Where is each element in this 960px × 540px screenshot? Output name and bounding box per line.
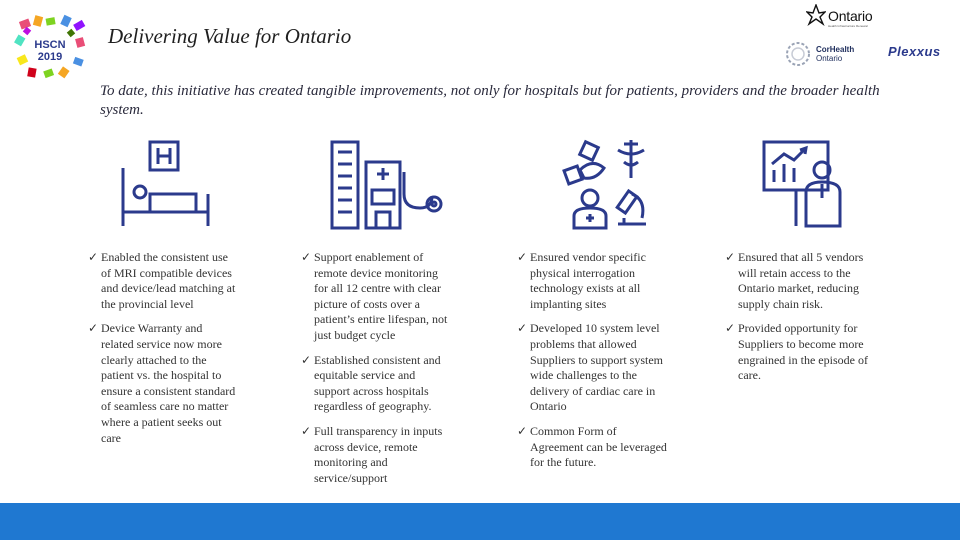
collaboration-medical-icon <box>562 138 654 230</box>
corhealth-emblem-icon <box>784 40 812 68</box>
hscn-logo-text-top: HSCN <box>34 39 66 51</box>
check-icon: ✓ <box>725 321 736 336</box>
bullet-text: Ensured that all 5 vendors will retain access to the Ontario market, reducing supply chain risk. <box>738 250 864 311</box>
bullet-item <box>517 321 667 415</box>
check-icon: ✓ <box>517 250 528 264</box>
bullet-text: Enabled the consistent use of MRI compatible devices and device/lead matching at the provincial level <box>101 250 236 311</box>
bullet-text: Full transparency in inputs across device, remote monitoring and service/support <box>314 423 443 485</box>
bullet-item <box>725 321 875 383</box>
bullet-text: Provided opportunity for Suppliers to become more engrained in the episode of care. <box>738 321 868 383</box>
check-icon: ✓ <box>88 250 99 264</box>
ontario-logo-text: Ontario <box>828 8 873 24</box>
corhealth-logo-text: CorHealth <box>816 45 855 54</box>
check-icon: ✓ <box>301 250 312 264</box>
page-title: Delivering Value for Ontario <box>108 24 352 48</box>
bullet-item <box>517 250 667 312</box>
presenter-chart-icon <box>760 138 850 230</box>
corhealth-logo-subtext: Ontario <box>816 54 843 63</box>
bullet-text: Device Warranty and related service now more clearly attached to the patient vs. the hospital to ensure a consistent standard of seamless care no matter where a patient seeks out care <box>101 321 236 445</box>
bullet-item <box>725 250 875 312</box>
bullet-item <box>301 250 451 344</box>
check-icon: ✓ <box>301 423 312 438</box>
hscn-logo-text-bottom: 2019 <box>37 51 63 63</box>
column-vendor-technology <box>517 250 667 480</box>
bullet-item <box>301 424 451 486</box>
bullet-item <box>88 321 238 446</box>
check-icon: ✓ <box>88 321 99 336</box>
column-remote-monitoring <box>301 250 451 495</box>
page-subtitle: To date, this initiative has created tangible improvements, not only for hospitals but for patients, providers and the broader health system. <box>100 83 880 118</box>
column-mri-warranty <box>88 250 238 455</box>
partner-logos <box>780 2 950 72</box>
check-icon: ✓ <box>517 423 528 438</box>
bullet-text: Common Form of Agreement can be leveraged for the future. <box>530 423 667 470</box>
bullet-item <box>301 353 451 415</box>
ontario-trillium-icon <box>806 4 826 26</box>
bullet-text: Support enablement of remote device monitoring for all 12 centre with clear picture of costs over a patient’s entire lifespan, not just budget cycle <box>314 250 448 342</box>
hscn-2019-logo <box>12 12 88 80</box>
footer-bar <box>0 503 960 540</box>
bullet-item <box>517 424 667 471</box>
bullet-text: Established consistent and equitable service and support across hospitals regardless of geography. <box>314 352 441 414</box>
check-icon: ✓ <box>517 321 528 336</box>
plexxus-logo-text: Plexxus <box>888 44 941 59</box>
bullet-text: Developed 10 system level problems that allowed Suppliers to support system wide challenges to the delivery of cardiac care in Ontario <box>530 321 664 414</box>
bullet-item <box>88 250 238 312</box>
ontario-logo-subtext: Health Infrastructure Renewal <box>828 24 868 28</box>
bullet-text: Ensured vendor specific physical interrogation technology exists at all implanting sites <box>530 250 646 311</box>
check-icon: ✓ <box>725 250 736 264</box>
check-icon: ✓ <box>301 352 312 367</box>
hospital-bed-icon <box>118 138 214 230</box>
column-market-access <box>725 250 875 393</box>
hospital-building-stethoscope-icon <box>328 136 450 232</box>
